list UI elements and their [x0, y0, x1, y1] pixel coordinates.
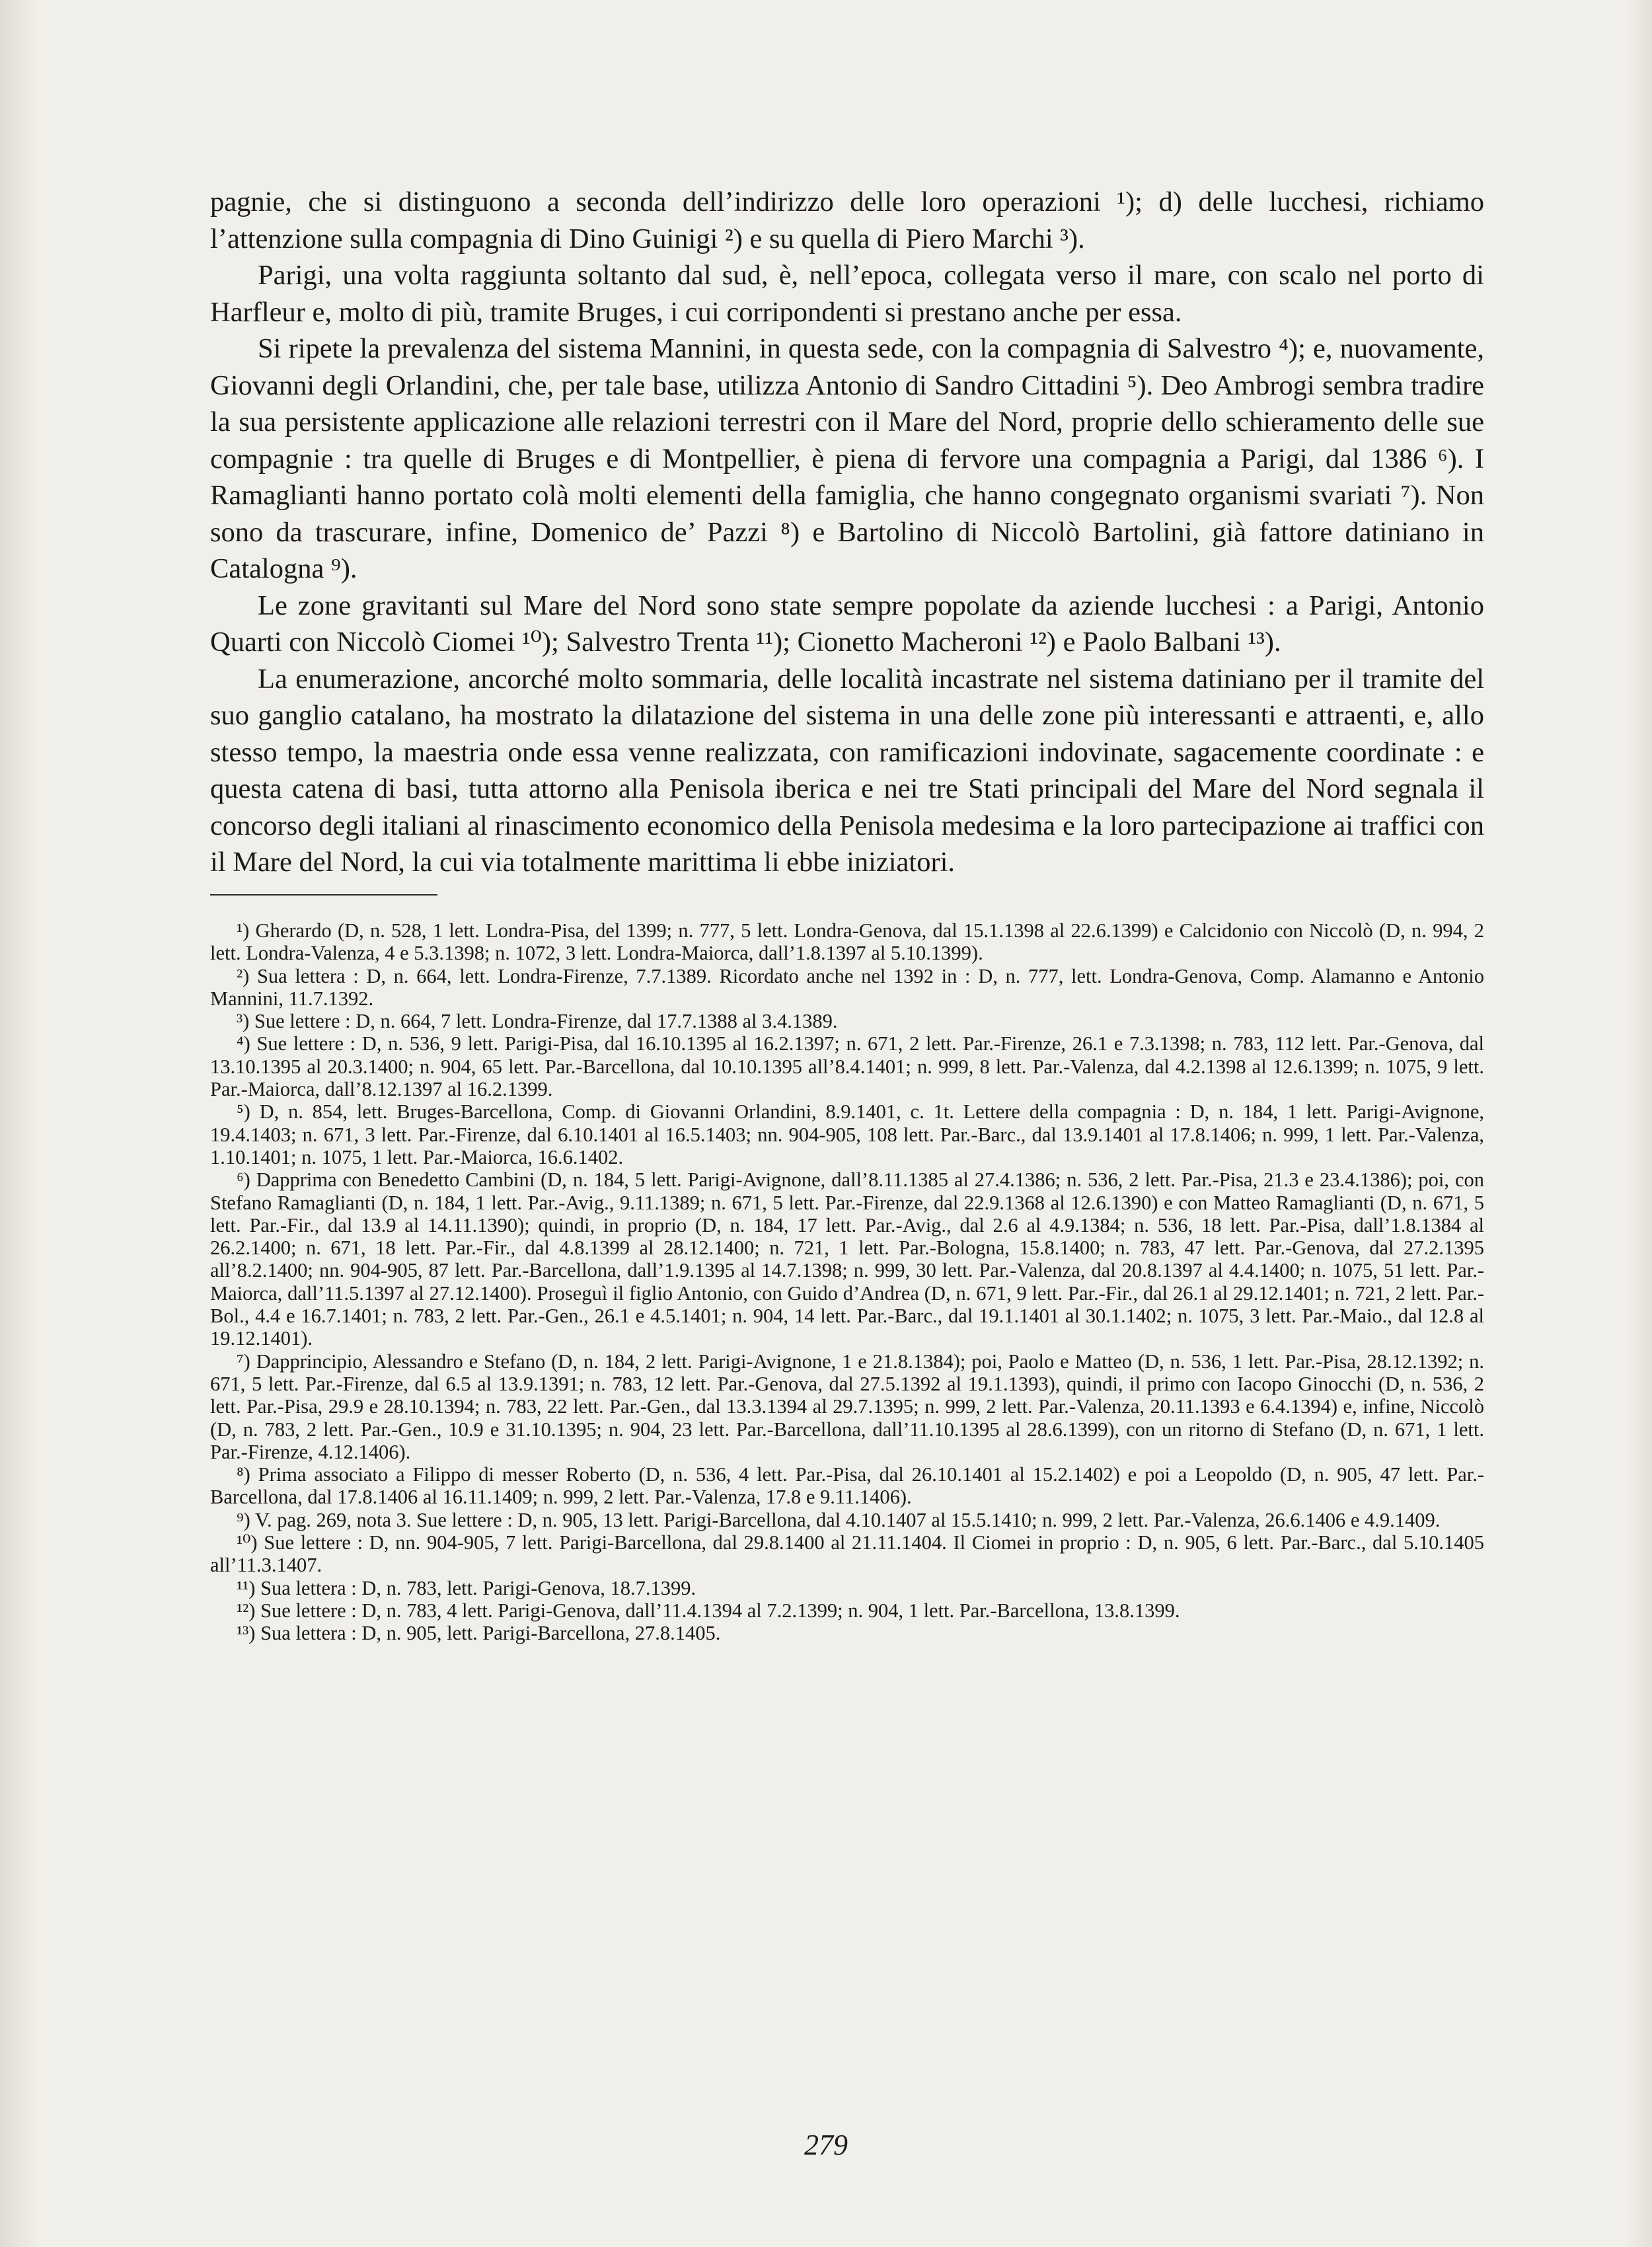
footnote: ²) Sua lettera : D, n. 664, lett. Londra-Firenze, 7.7.1389. Ricordato anche nel 1392 in : D, n. 777, lett. Londra-Genova, Comp. Alamanno e Antonio Mannini, 11.7.1392.: [210, 964, 1484, 1010]
body-paragraph: pagnie, che si distinguono a seconda dell’indirizzo delle loro operazioni ¹); d) delle lucchesi, richiamo l’attenzione sulla compagnia di Dino Guinigi ²) e su quella di Piero Marchi ³).: [210, 186, 1484, 254]
footnote: ⁷) Dapprincipio, Alessandro e Stefano (D, n. 184, 2 lett. Parigi-Avignone, 1 e 21.8.1384); poi, Paolo e Matteo (D, n. 536, 1 lett. Par.-Pisa, 28.12.1392; n. 671, 5 lett. Par.-Firenze, dal 6.5 al 13.9.1391; n. 783, 12 lett. Par.-Genova, dal 27.5.1392 al 19.1.1393), quindi, il primo con Iacopo Ginocchi (D, n. 536, 2 lett. Par.-Pisa, 29.9 e 28.10.1394; n. 783, 22 lett. Par.-Gen., dal 13.3.1394 al 29.7.1395; n. 999, 2 lett. Par.-Valenza, 20.11.1393 e 6.4.1394) e, infine, Niccolò (D, n. 783, 2 lett. Par.-Gen., 10.9 e 31.10.1395; n. 904, 23 lett. Par.-Barcellona, dall’11.10.1395 al 28.6.1399), con un ritorno di Stefano (D, n. 671, 1 lett. Par.-Firenze, 4.12.1406).: [210, 1350, 1484, 1463]
footnote: ¹) Gherardo (D, n. 528, 1 lett. Londra-Pisa, del 1399; n. 777, 5 lett. Londra-Genova, dal 15.1.1398 al 22.6.1399) e Calcidonio con Niccolò (D, n. 994, 2 lett. Londra-Valenza, 4 e 5.3.1398; n. 1072, 3 lett. Londra-Maiorca, dall’1.8.1397 al 5.10.1399).: [210, 919, 1484, 965]
footnotes: [210, 919, 1484, 1645]
body-paragraph: Le zone gravitanti sul Mare del Nord sono state sempre popolate da aziende lucchesi : a Parigi, Antonio Quarti con Niccolò Ciomei ¹⁰); Salvestro Trenta ¹¹); Cionetto Macheroni ¹²) e Paolo Balbani ¹³).: [210, 590, 1484, 658]
footnote: ⁸) Prima associato a Filippo di messer Roberto (D, n. 536, 4 lett. Par.-Pisa, dal 26.10.1401 al 15.2.1402) e poi a Leopoldo (D, n. 905, 47 lett. Par.-Barcellona, dal 17.8.1406 al 16.11.1409; n. 999, 2 lett. Par.-Valenza, 17.8 e 9.11.1406).: [210, 1463, 1484, 1509]
footnote: ⁴) Sue lettere : D, n. 536, 9 lett. Parigi-Pisa, dal 16.10.1395 al 16.2.1397; n. 671, 2 lett. Par.-Firenze, 26.1 e 7.3.1398; n. 783, 112 lett. Par.-Genova, dal 13.10.1395 al 20.3.1400; n. 904, 65 lett. Par.-Barcellona, dal 10.10.1395 all’8.4.1401; n. 999, 8 lett. Par.-Valenza, dal 4.2.1398 al 12.6.1399; n. 1075, 9 lett. Par.-Maiorca, dall’8.12.1397 al 16.2.1399.: [210, 1032, 1484, 1101]
page-edge-shadow: [0, 0, 40, 2247]
main-text: [210, 184, 1484, 881]
footnote: ¹⁰) Sue lettere : D, nn. 904-905, 7 lett. Parigi-Barcellona, dal 29.8.1400 al 21.11.1404. Il Ciomei in proprio : D, n. 905, 6 lett. Par.-Barc., dal 5.10.1405 all’11.3.1407.: [210, 1531, 1484, 1577]
footnote: ³) Sue lettere : D, n. 664, 7 lett. Londra-Firenze, dal 17.7.1388 al 3.4.1389.: [237, 1010, 838, 1033]
footnote: ⁶) Dapprima con Benedetto Cambini (D, n. 184, 5 lett. Parigi-Avignone, dall’8.11.1385 al 27.4.1386; n. 536, 2 lett. Par.-Pisa, 21.3 e 23.4.1386); poi, con Stefano Ramaglianti (D, n. 184, 1 lett. Par.-Avig., 9.11.1389; n. 671, 5 lett. Par.-Firenze, dal 22.9.1368 al 12.6.1390) e con Matteo Ramaglianti (D, n. 671, 5 lett. Par.-Fir., dal 13.9 al 14.11.1390); quindi, in proprio (D, n. 184, 17 lett. Par.-Avig., dal 2.6 al 4.9.1384; n. 536, 18 lett. Par.-Pisa, dall’1.8.1384 al 26.2.1400; n. 671, 18 lett. Par.-Fir., dal 4.8.1399 al 28.12.1400; n. 721, 1 lett. Par.-Bologna, 15.8.1400; n. 783, 47 lett. Par.-Genova, dal 27.2.1395 all’8.2.1400; nn. 904-905, 87 lett. Par.-Barcellona, dall’1.9.1395 al 14.7.1398; n. 999, 30 lett. Par.-Valenza, dal 20.8.1397 al 4.4.1400; n. 1075, 51 lett. Par.-Maiorca, dall’11.5.1397 al 27.12.1400). Proseguì il figlio Antonio, con Guido d’Andrea (D, n. 671, 9 lett. Par.-Fir., dal 26.1 al 29.12.1401; n. 721, 2 lett. Par.-Bol., 4.4 e 16.7.1401; n. 783, 2 lett. Par.-Gen., 26.1 e 4.5.1401; n. 904, 14 lett. Par.-Barc., dal 19.1.1401 al 30.1.1402; n. 1075, 3 lett. Par.-Maio., dal 12.8 al 19.12.1401).: [210, 1168, 1484, 1350]
body-paragraph: La enumerazione, ancorché molto sommaria, delle località incastrate nel sistema datiniano per il tramite del suo ganglio catalano, ha mostrato la dilatazione del sistema in una delle zone più interessanti e attraenti, e, allo stesso tempo, la maestria onde essa venne realizzata, con ramificazioni indovinate, sagacemente coordinate : e questa catena di basi, tutta attorno alla Penisola iberica e nei tre Stati principali del Mare del Nord segnala il concorso degli italiani al rinascimento economico della Penisola medesima e la loro partecipazione ai traffici con il Mare del Nord, la cui via totalmente marittima li ebbe iniziatori.: [210, 663, 1484, 878]
footnote: ¹³) Sua lettera : D, n. 905, lett. Parigi-Barcellona, 27.8.1405.: [237, 1622, 721, 1645]
footnote: ¹¹) Sua lettera : D, n. 783, lett. Parigi-Genova, 18.7.1399.: [237, 1576, 696, 1599]
footnote: ⁵) D, n. 854, lett. Bruges-Barcellona, Comp. di Giovanni Orlandini, 8.9.1401, c. 1t. Lettere della compagnia : D, n. 184, 1 lett. Parigi-Avignone, 19.4.1403; n. 671, 3 lett. Par.-Firenze, dal 6.10.1401 al 16.5.1403; nn. 904-905, 108 lett. Par.-Barc., dal 13.9.1401 al 17.8.1406; n. 999, 1 lett. Par.-Valenza, 1.10.1401; n. 1075, 1 lett. Par.-Maiorca, 16.6.1402.: [210, 1100, 1484, 1168]
page-number: 279: [804, 2129, 848, 2161]
body-paragraph: Parigi, una volta raggiunta soltanto dal sud, è, nell’epoca, collegata verso il mare, con scalo nel porto di Harfleur e, molto di più, tramite Bruges, i cui corripondenti si prestano anche per essa.: [210, 260, 1484, 328]
body-paragraph: Si ripete la prevalenza del sistema Mannini, in questa sede, con la compagnia di Salvestro ⁴); e, nuovamente, Giovanni degli Orlandini, che, per tale base, utilizza Antonio di Sandro Cittadini ⁵). Deo Ambrogi sembra tradire la sua persistente applicazione alle relazioni terrestri con il Mare del Nord, proprie dello schieramento delle sue compagnie : tra quelle di Bruges e di Montpellier, è piena di fervore una compagnia a Parigi, dal 1386 ⁶). I Ramaglianti hanno portato colà molti elementi della famiglia, che hanno congegnato organismi svariati ⁷). Non sono da trascurare, infine, Domenico de’ Pazzi ⁸) e Bartolino di Niccolò Bartolini, già fattore datiniano in Catalogna ⁹).: [210, 333, 1484, 584]
page-edge-shadow: [1626, 0, 1652, 2247]
footnote: ⁹) V. pag. 269, nota 3. Sue lettere : D, n. 905, 13 lett. Parigi-Barcellona, dal 4.10.1407 al 15.5.1410; n. 999, 2 lett. Par.-Valenza, 26.6.1406 e 4.9.1409.: [237, 1508, 1441, 1531]
footnote-separator: [210, 894, 437, 895]
footnote: ¹²) Sue lettere : D, n. 783, 4 lett. Parigi-Genova, dall’11.4.1394 al 7.2.1399; n. 904, 1 lett. Par.-Barcellona, 13.8.1399.: [237, 1599, 1180, 1622]
